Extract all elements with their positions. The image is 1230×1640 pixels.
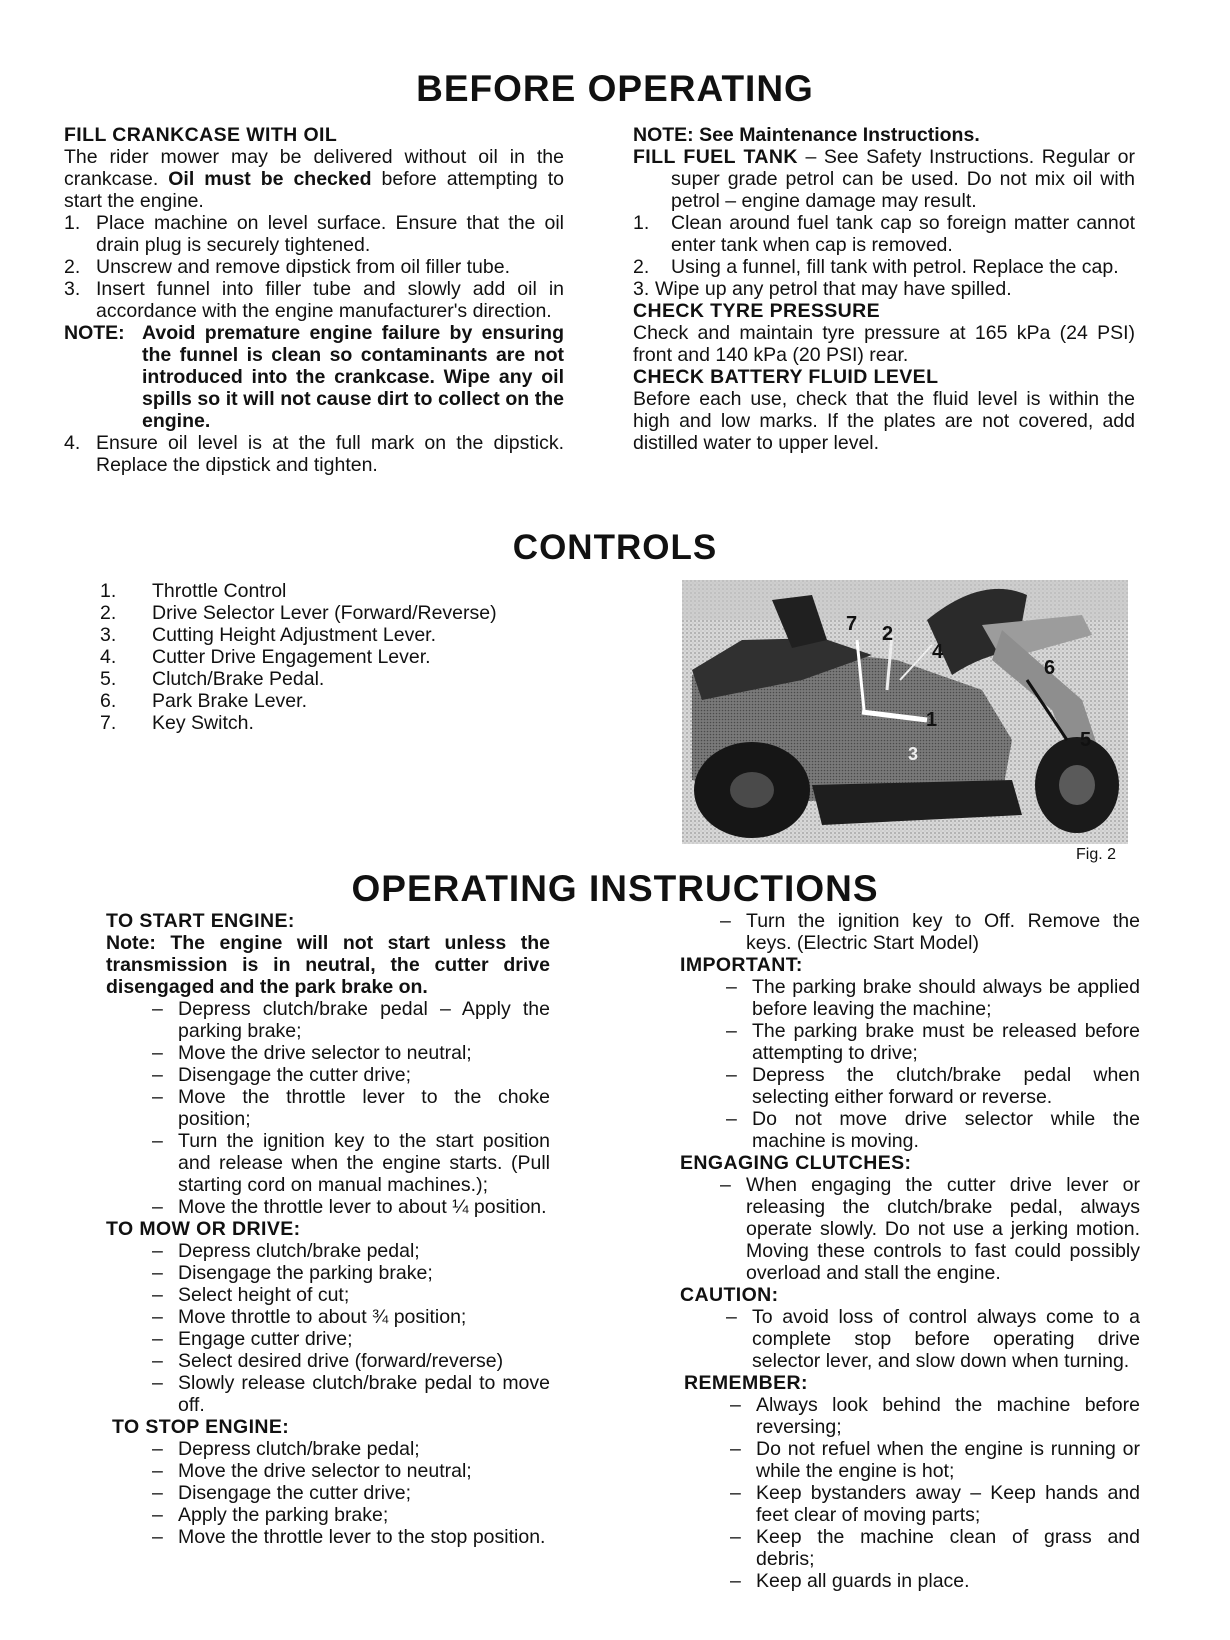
list-item: 3. Cutting Height Adjustment Lever.: [100, 624, 436, 646]
figure-caption: Fig. 2: [1076, 846, 1117, 863]
list-item: 6. Park Brake Lever.: [100, 690, 307, 712]
mow-steps: [106, 1240, 550, 1416]
list-item: – Turn the ignition key to Off. Remove the keys. (Electric Start Model): [720, 910, 1140, 954]
callout-4: 4: [932, 641, 944, 663]
callout-3: 3: [908, 744, 919, 764]
callout-1: 1: [926, 709, 938, 731]
crankcase-intro: The rider mower may be delivered without oil in the crankcase. Oil must be checked before attempting to start the engine.: [64, 146, 564, 212]
fuel-tank-block: FILL FUEL TANK – See Safety Instructions. Regular or super grade petrol can be used. Do not mix oil with petrol – engine damage may result.: [633, 146, 1135, 212]
tyre-heading: CHECK TYRE PRESSURE: [633, 300, 881, 322]
fuel-section: [633, 124, 1135, 454]
list-item: – Depress clutch/brake pedal;: [152, 1438, 420, 1460]
callout-6: 6: [1044, 657, 1056, 679]
list-item: – Always look behind the machine before reversing;: [730, 1394, 1140, 1438]
title-operating-instructions: OPERATING INSTRUCTIONS: [351, 868, 879, 909]
callout-7: 7: [846, 613, 858, 635]
mow-heading: TO MOW OR DRIVE:: [106, 1218, 301, 1240]
operating-right: [680, 910, 1140, 1592]
list-item: 5. Clutch/Brake Pedal.: [100, 668, 325, 690]
maintenance-note: NOTE: See Maintenance Instructions.: [633, 124, 980, 146]
list-item: – Disengage the cutter drive;: [152, 1482, 412, 1504]
crankcase-step: 2. Unscrew and remove dipstick from oil filler tube.: [64, 256, 510, 278]
list-item: – The parking brake should always be applied before leaving the machine;: [726, 976, 1140, 1020]
crankcase-section: [64, 124, 564, 476]
list-item: – Move the drive selector to neutral;: [152, 1042, 472, 1064]
start-steps: [106, 998, 550, 1218]
crankcase-step: 4. Ensure oil level is at the full mark on the dipstick. Replace the dipstick and tighten.: [64, 432, 564, 476]
list-item: – Move the throttle lever to the choke position;: [152, 1086, 550, 1130]
list-item: – To avoid loss of control always come to a complete stop before operating drive selector lever, and slow down when turning.: [726, 1306, 1140, 1372]
list-item: – Keep all guards in place.: [730, 1570, 970, 1592]
list-item: 4. Cutter Drive Engagement Lever.: [100, 646, 431, 668]
crankcase-step: 1. Place machine on level surface. Ensure that the oil drain plug is securely tightened.: [64, 212, 564, 256]
list-item: – Do not refuel when the engine is running or while the engine is hot;: [730, 1438, 1140, 1482]
list-item: – Keep bystanders away – Keep hands and feet clear of moving parts;: [730, 1482, 1140, 1526]
title-controls: CONTROLS: [512, 528, 718, 567]
mower-photo: [682, 580, 1128, 844]
list-item: – Depress clutch/brake pedal – Apply the parking brake;: [152, 998, 550, 1042]
list-item: 7. Key Switch.: [100, 712, 254, 734]
list-item: – Move the throttle lever to about ¼ position.: [152, 1196, 547, 1218]
list-item: – Disengage the parking brake;: [152, 1262, 433, 1284]
crankcase-step: 3. Insert funnel into filler tube and slowly add oil in accordance with the engine manufacturer's direction.: [64, 278, 564, 322]
list-item: – Move throttle to about ¾ position;: [152, 1306, 467, 1328]
callout-5: 5: [1080, 729, 1092, 751]
important-heading: IMPORTANT:: [680, 954, 803, 976]
controls-list: [100, 580, 580, 734]
list-item: – Move the throttle lever to the stop position.: [152, 1526, 546, 1548]
list-item: – Apply the parking brake;: [152, 1504, 389, 1526]
start-note: Note: The engine will not start unless the transmission is in neutral, the cutter drive disengaged and the park brake on.: [106, 932, 550, 998]
list-item: – Depress clutch/brake pedal;: [152, 1240, 420, 1262]
callout-2: 2: [882, 623, 894, 645]
clutch-heading: ENGAGING CLUTCHES:: [680, 1152, 912, 1174]
list-item: – The parking brake must be released before attempting to drive;: [726, 1020, 1140, 1064]
battery-heading: CHECK BATTERY FLUID LEVEL: [633, 366, 939, 388]
list-item: – Turn the ignition key to the start position and release when the engine starts. (Pull starting cord on manual machines.);: [152, 1130, 550, 1196]
list-item: – Engage cutter drive;: [152, 1328, 353, 1350]
battery-text: Before each use, check that the fluid level is within the high and low marks. If the plates are not covered, add distilled water to upper level.: [633, 388, 1135, 454]
crankcase-note: NOTE: Avoid premature engine failure by ensuring the funnel is clean so contaminants are not introduced into the crankcase. Wipe any oil spills so it will not cause dirt to collect on the engine.: [64, 322, 564, 432]
crankcase-heading: FILL CRANKCASE WITH OIL: [64, 124, 338, 146]
list-item: – When engaging the cutter drive lever or releasing the clutch/brake pedal, always operate slowly. Do not use a jerking motion. Moving these controls to fast could possibly overload and stall the engine.: [720, 1174, 1140, 1284]
list-item: – Select desired drive (forward/reverse): [152, 1350, 504, 1372]
list-item: – Do not move drive selector while the machine is moving.: [726, 1108, 1140, 1152]
operating-left: [106, 910, 550, 1548]
list-item: – Depress the clutch/brake pedal when selecting either forward or reverse.: [726, 1064, 1140, 1108]
title-before-operating: BEFORE OPERATING: [416, 68, 814, 109]
list-item: – Slowly release clutch/brake pedal to move off.: [152, 1372, 550, 1416]
caution-heading: CAUTION:: [680, 1284, 779, 1306]
fuel-step: 2. Using a funnel, fill tank with petrol. Replace the cap.: [633, 256, 1119, 278]
list-item: – Select height of cut;: [152, 1284, 350, 1306]
list-item: – Move the drive selector to neutral;: [152, 1460, 472, 1482]
list-item: 2. Drive Selector Lever (Forward/Reverse): [100, 602, 497, 624]
remember-heading: REMEMBER:: [684, 1372, 808, 1394]
stop-heading: TO STOP ENGINE:: [112, 1416, 290, 1438]
list-item: – Disengage the cutter drive;: [152, 1064, 412, 1086]
start-heading: TO START ENGINE:: [106, 910, 295, 932]
list-item: 1. Throttle Control: [100, 580, 287, 602]
stop-steps: [106, 1438, 550, 1548]
fuel-step: 1. Clean around fuel tank cap so foreign matter cannot enter tank when cap is removed.: [633, 212, 1135, 256]
list-item: – Keep the machine clean of grass and debris;: [730, 1526, 1140, 1570]
fuel-step: 3. Wipe up any petrol that may have spilled.: [633, 278, 1012, 300]
tyre-text: Check and maintain tyre pressure at 165 kPa (24 PSI) front and 140 kPa (20 PSI) rear.: [633, 322, 1135, 366]
